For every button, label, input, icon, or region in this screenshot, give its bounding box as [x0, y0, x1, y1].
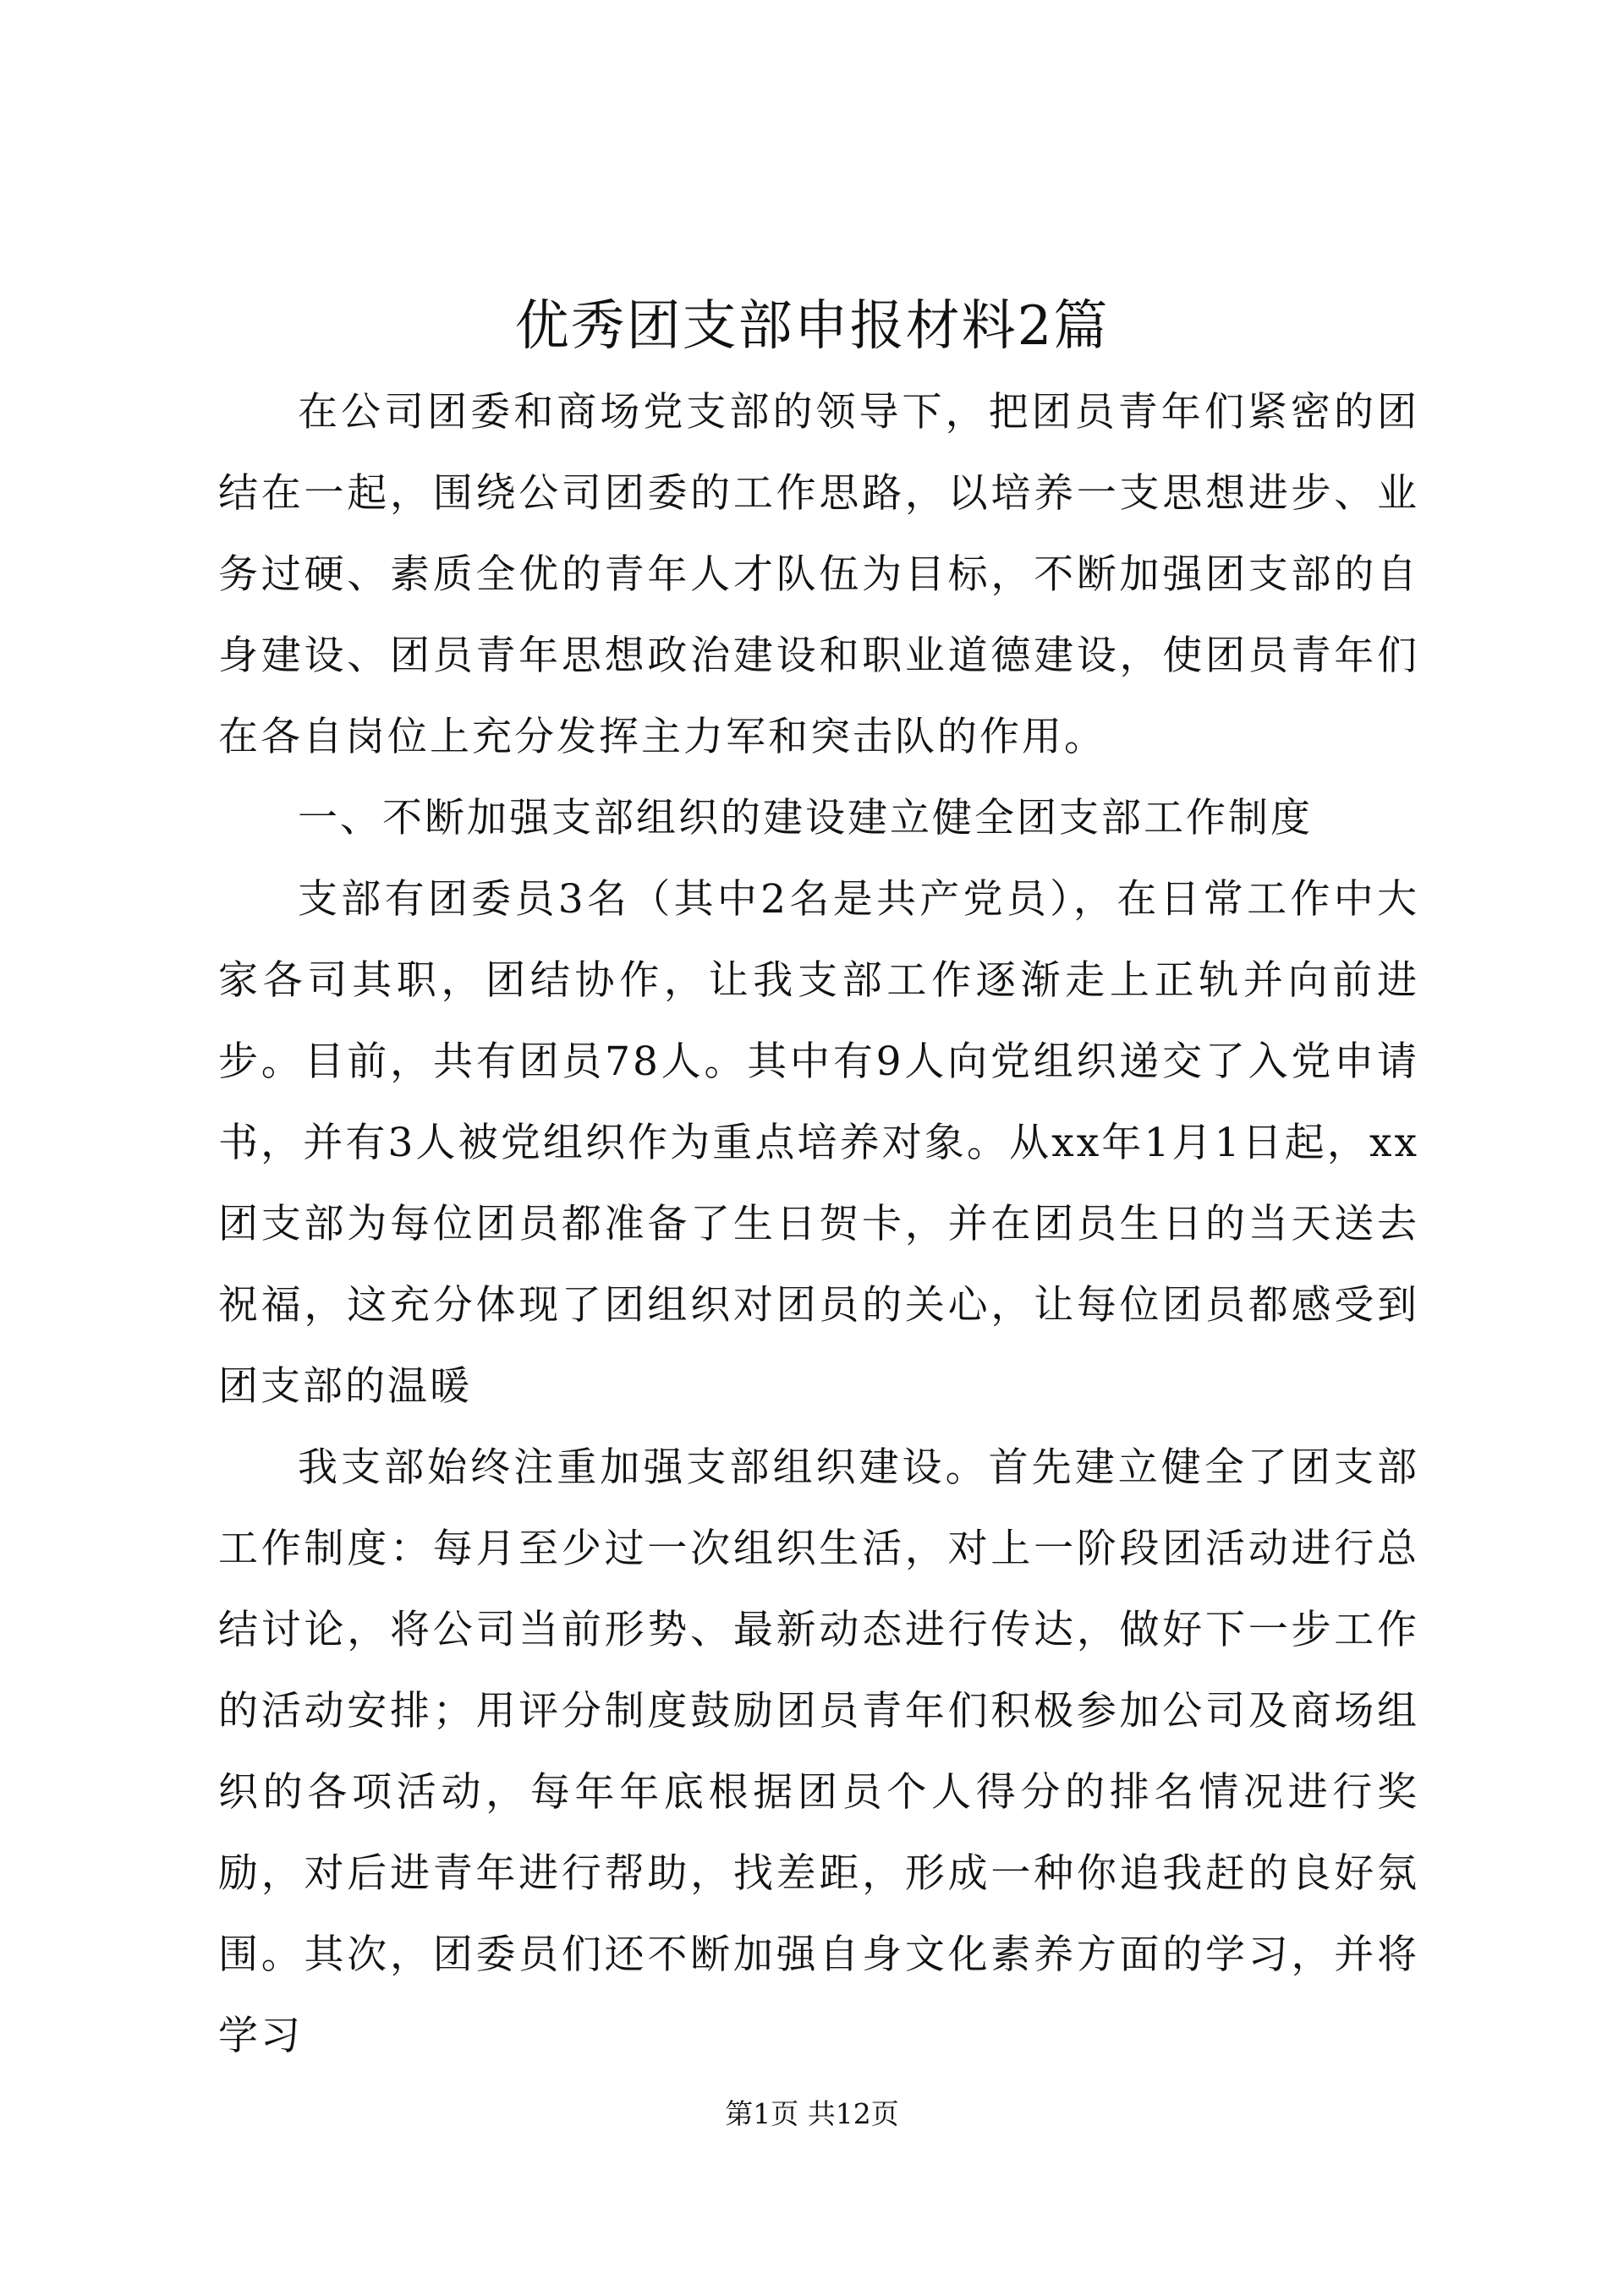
paragraph-intro: 在公司团委和商场党支部的领导下，把团员青年们紧密的团结在一起，围绕公司团委的工作思路，以培养一支思想进步、业务过硬、素质全优的青年人才队伍为目标，不断加强团支部的自身建设、团员青年思想政治建设和职业道德建设，使团员青年们在各自岗位上充分发挥主力军和突击队的作用。 — [218, 389, 1419, 760]
document-body — [218, 372, 1419, 2077]
document-title: 优秀团支部申报材料2篇 — [514, 295, 1110, 358]
paragraph-organization: 我支部始终注重加强支部组织建设。首先建立健全了团支部工作制度：每月至少过一次组织生活，对上一阶段团活动进行总结讨论，将公司当前形势、最新动态进行传达，做好下一步工作的活动安排；用评分制度鼓励团员青年们积极参加公司及商场组织的各项活动，每年年底根据团员个人得分的排名情况进行奖励，对后进青年进行帮助，找差距，形成一种你追我赶的良好氛围。其次，团委员们还不断加强自身文化素养方面的学习，并将学习 — [218, 1444, 1419, 2059]
section-heading-1: 一、不断加强支部组织的建设建立健全团支部工作制度 — [298, 795, 1313, 841]
page-footer: 第1页 共12页 — [725, 2097, 899, 2130]
paragraph-members: 支部有团委员3名（其中2名是共产党员），在日常工作中大家各司其职，团结协作，让我支部工作逐渐走上正轨并向前进步。目前，共有团员78人。其中有9人向党组织递交了入党申请书，并有3人被党组织作为重点培养对象。从xx年1月1日起，xx团支部为每位团员都准备了生日贺卡，并在团员生日的当天送去祝福，这充分体现了团组织对团员的关心，让每位团员都感受到团支部的温暖 — [218, 876, 1419, 1410]
